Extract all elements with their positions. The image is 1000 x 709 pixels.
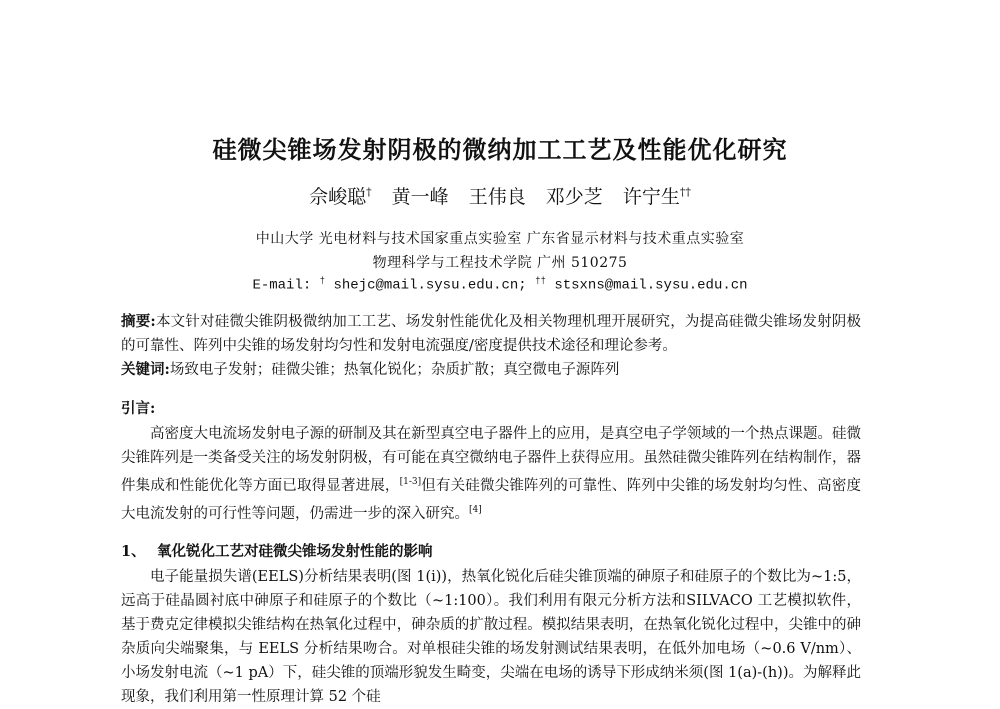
intro-text: 高密度大电流场发射电子源的研制及其在新型真空电子器件上的应用，是真空电子学领域的一个热点课题。硅微尖锥阵列是一类备受关注的场发射阴极，有可能在真空微纳电子器件上获得应用。虽然硅微尖锥阵列在结构制作，器件集成和性能优化等方面已取得显著进展， (121, 426, 861, 494)
section-number: 1、 (121, 543, 146, 560)
keywords (121, 358, 861, 382)
author-name: 黄一峰 (391, 186, 449, 208)
email-mark: †† (535, 276, 546, 286)
intro-paragraph (121, 422, 861, 526)
author-name: 许宁生 (622, 186, 680, 208)
email-line (0, 276, 1000, 294)
section-paragraph: 电子能量损失谱(EELS)分析结果表明(图 1(i))，热氧化锐化后硅尖锥顶端的砷原子和硅原子的个数比为~1:5，远高于硅晶圆衬底中砷原子和硅原子的个数比（~1:100）。我们利用有限元分析方法和SILVACO 工艺模拟软件，基于费克定律模拟尖锥结构在热氧化过程中，砷杂质的扩散过程。模拟结果表明，在热氧化锐化过程中，尖锥中的砷杂质向尖端聚集，与 EELS 分析结果吻合。对单根硅尖锥的场发射测试结果表明，在低外加电场（~0.6 V/nm）、小场发射电流（~1 pA）下，硅尖锥的顶端形貌发生畸变，尖端在电场的诱导下形成纳米须(图 1(a)-(h))。为解释此现象，我们利用第一性原理计算 52 个硅 (121, 569, 861, 705)
affiliation-line: 物理科学与工程技术学院 广州 510275 (372, 255, 628, 271)
email-address: shejc@mail.sysu.edu.cn; (333, 277, 527, 294)
author-name: 邓少芝 (545, 186, 603, 208)
keywords-text: 场致电子发射；硅微尖锥；热氧化锐化；杂质扩散；真空微电子源阵列 (169, 362, 620, 378)
author-name: 佘峻聪 (309, 186, 367, 208)
citation: [1-3] (399, 477, 422, 487)
email-prefix: E-mail: (252, 277, 312, 294)
intro-heading: 引言: (121, 400, 156, 417)
author-mark: †† (679, 185, 691, 199)
affiliation-line: 中山大学 光电材料与技术国家重点实验室 广东省显示材料与技术重点实验室 (255, 231, 745, 247)
abstract (121, 310, 861, 358)
intro-text: 但有关硅微尖锥阵列的可靠性、阵列中尖锥的场发射均匀性、高密度大电流发射的可行性等问题，仍需进一步的深入研究。 (121, 477, 862, 522)
email-address: stsxns@mail.sysu.edu.cn (554, 277, 748, 294)
section-heading (121, 540, 861, 564)
author-list (0, 182, 1000, 209)
abstract-label: 摘要: (121, 313, 156, 330)
keywords-label: 关键词: (121, 361, 170, 378)
author-mark: † (366, 185, 372, 199)
citation: [4] (469, 504, 482, 515)
paper-title: 硅微尖锥场发射阴极的微纳加工工艺及性能优化研究 (212, 135, 788, 164)
abstract-text: 本文针对硅微尖锥阴极微纳加工工艺、场发射性能优化及相关物理机理开展研究，为提高硅微尖锥场发射阴极的可靠性、阵列中尖锥的场发射均匀性和发射电流强度/密度提供技术途径和理论参考。 (121, 314, 862, 354)
section-title: 氧化锐化工艺对硅微尖锥场发射性能的影响 (157, 543, 433, 560)
email-mark: † (319, 276, 326, 286)
author-name: 王伟良 (468, 186, 526, 208)
